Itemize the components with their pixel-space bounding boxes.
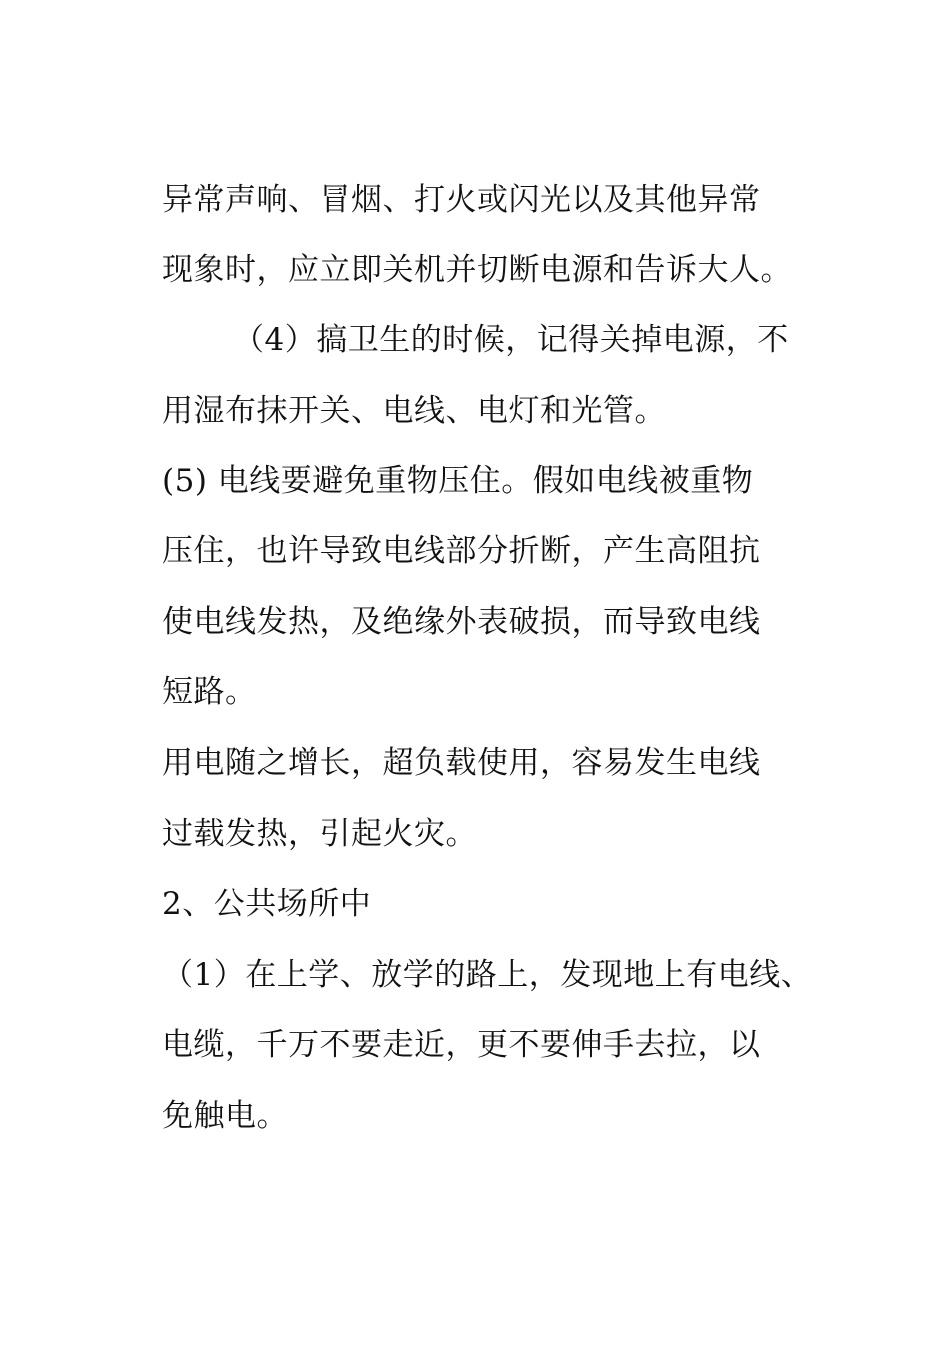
text-line: 压住，也许导致电线部分折断，产生高阻抗 xyxy=(162,533,761,569)
text-line: 使电线发热，及绝缘外表破损，而导致电线 xyxy=(162,604,761,640)
text-line: 过载发热，引起火灾。 xyxy=(162,816,477,852)
text-line: 免触电。 xyxy=(162,1098,288,1134)
text-line: （1）在上学、放学的路上，发现地上有电线、 xyxy=(162,957,813,993)
text-line: （4）搞卫生的时候，记得关掉电源，不 xyxy=(233,322,789,358)
text-line: (5) 电线要避免重物压住。假如电线被重物 xyxy=(162,463,754,499)
text-line: 用湿布抹开关、电线、电灯和光管。 xyxy=(162,393,666,429)
text-line: 现象时，应立即关机并切断电源和告诉大人。 xyxy=(162,252,792,288)
text-line: 短路。 xyxy=(162,674,257,710)
text-line: 电缆，千万不要走近，更不要伸手去拉，以 xyxy=(162,1027,761,1063)
text-line: 用电随之增长，超负载使用，容易发生电线 xyxy=(162,745,761,781)
text-line: 异常声响、冒烟、打火或闪光以及其他异常 xyxy=(162,182,761,218)
text-line: 2、公共场所中 xyxy=(162,886,372,922)
